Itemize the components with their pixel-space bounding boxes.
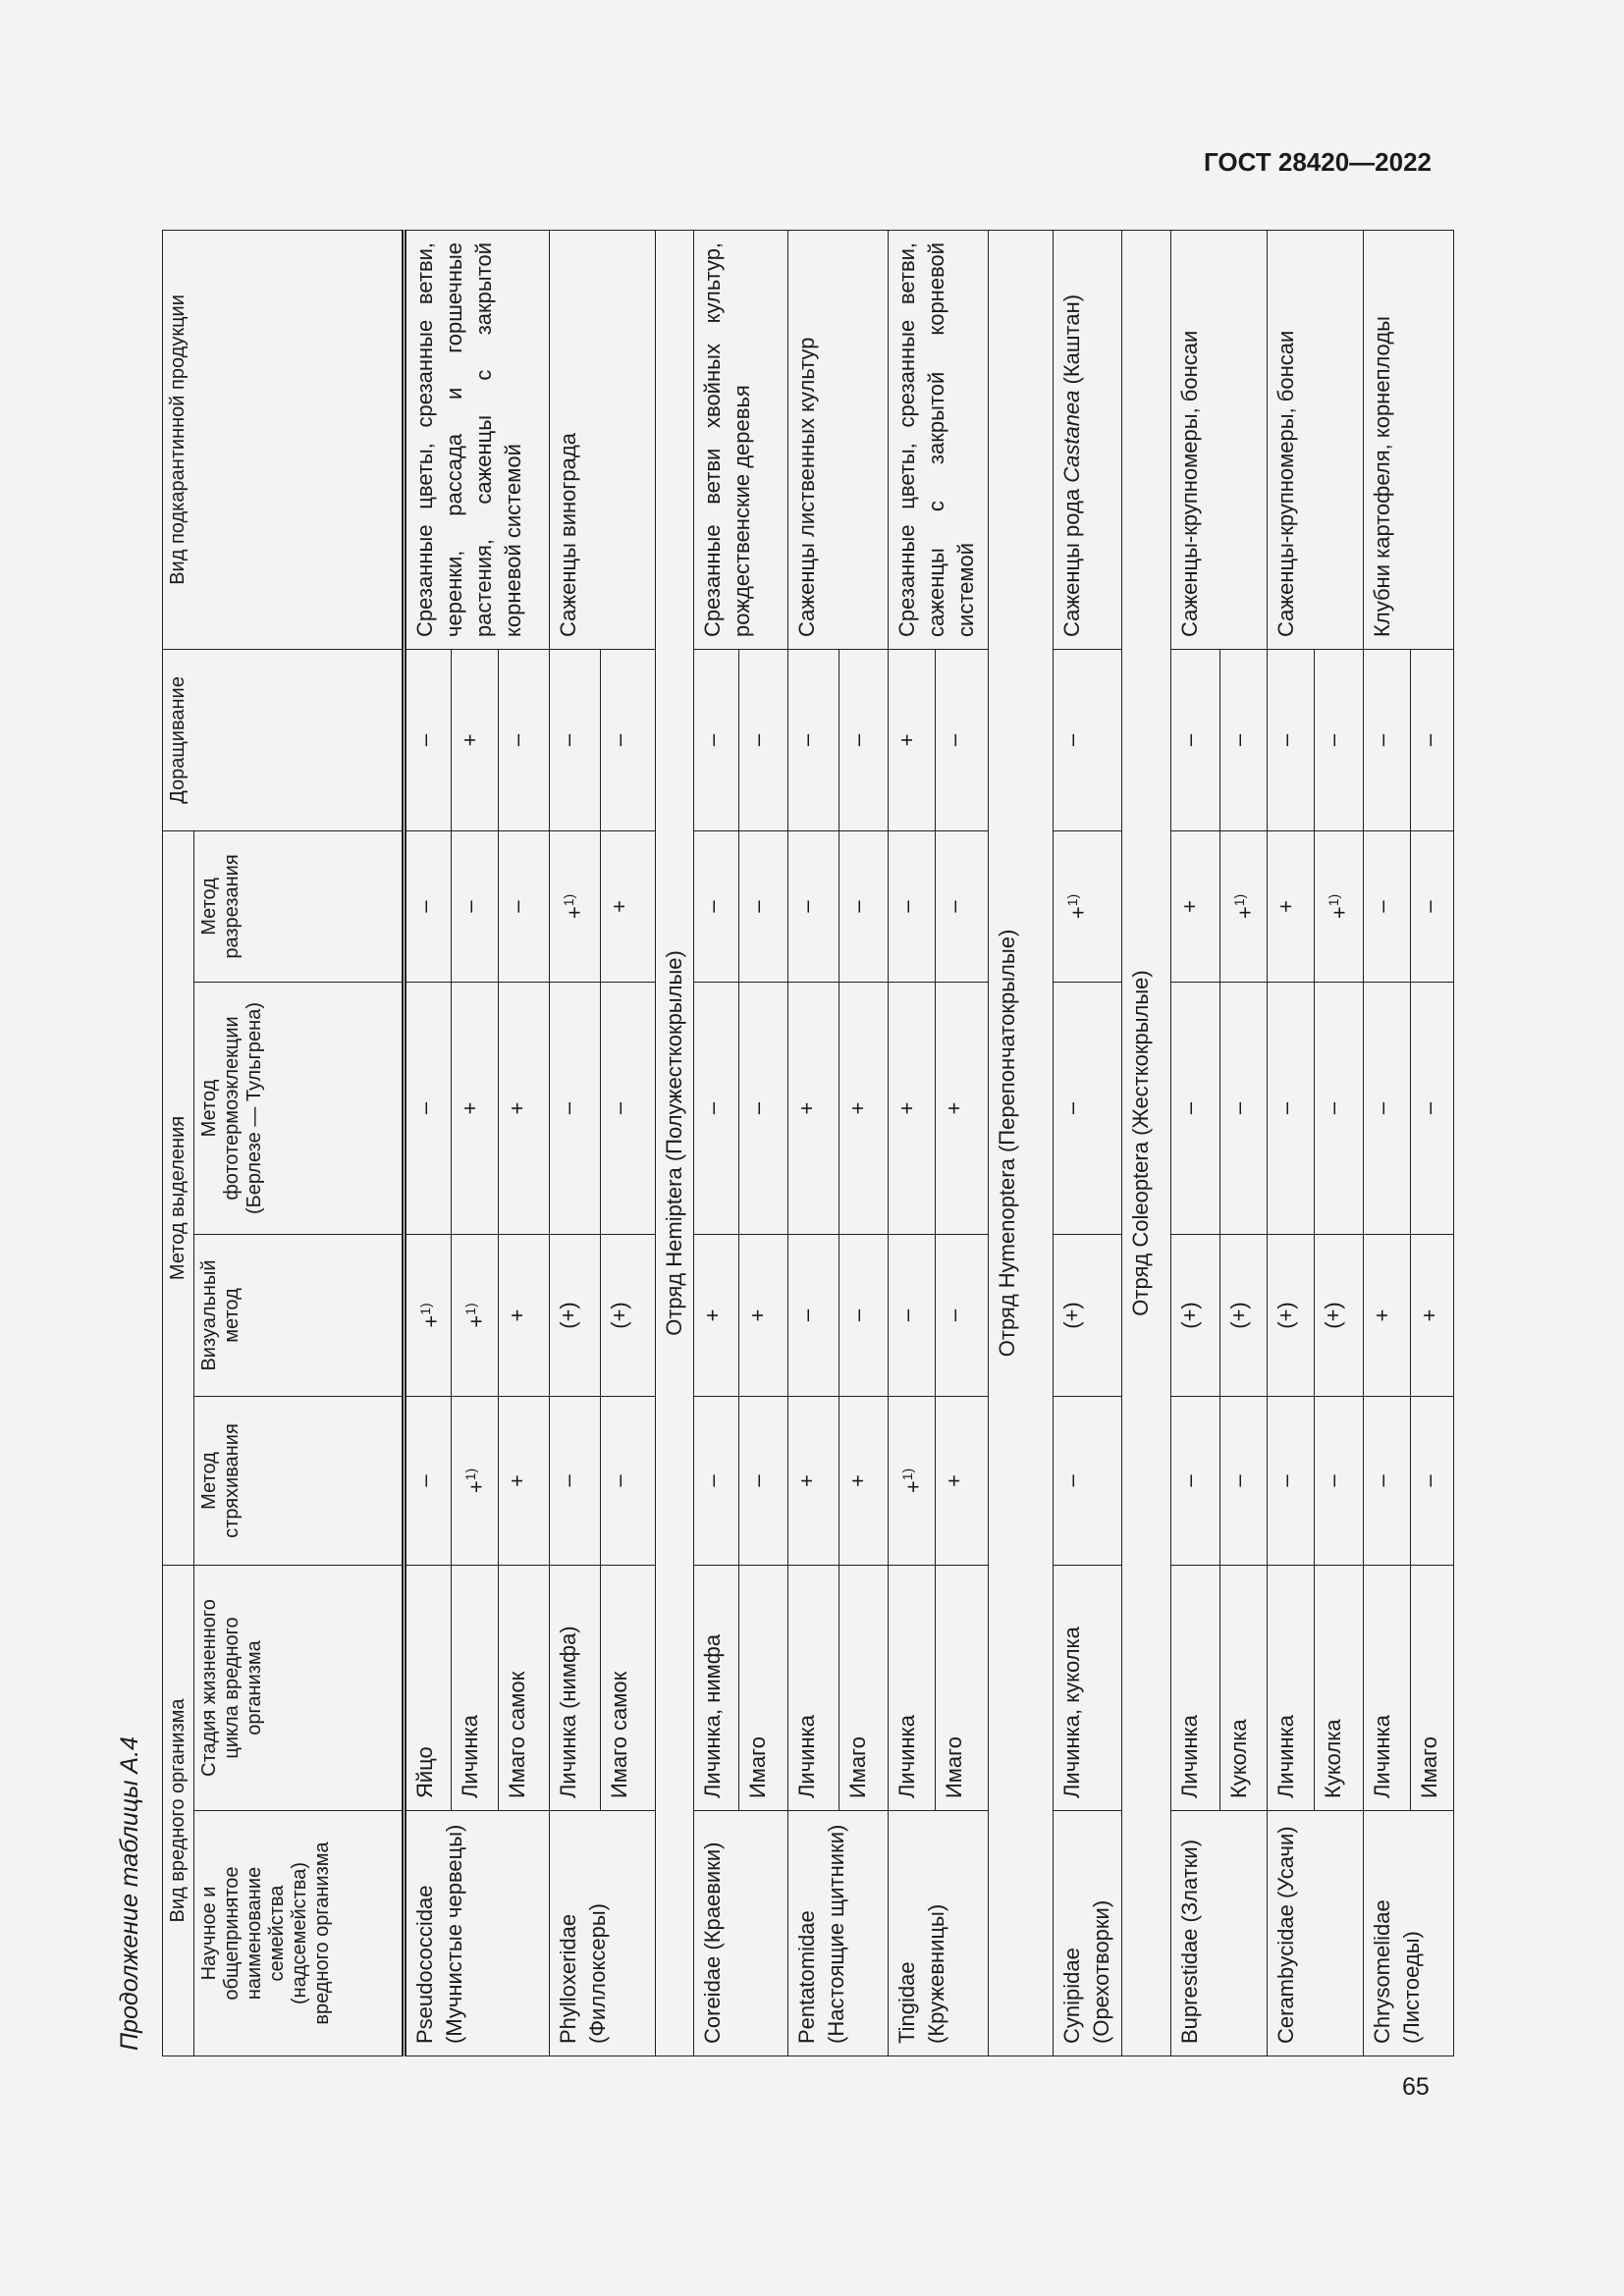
order-row [656, 230, 694, 2056]
stage-cell: Имаго [739, 1566, 788, 1811]
cut-cell: – [1364, 830, 1411, 982]
shake-cell: – [405, 1397, 452, 1566]
cut-cell: – [788, 830, 839, 982]
shake-cell: – [601, 1397, 656, 1566]
photo-cell: – [601, 983, 656, 1235]
rotated-content [113, 230, 1454, 2056]
cut-cell: – [694, 830, 739, 982]
table-row [550, 230, 601, 2056]
table-row [405, 230, 452, 2056]
growth-cell: – [1171, 649, 1220, 830]
visual-cell: – [936, 1235, 989, 1397]
product-cell: Саженцы-крупномеры, бонсаи [1171, 230, 1268, 649]
order-heading: Отряд Hymenoptera (Перепончатокрылые) [989, 230, 1054, 2056]
pest-name-cell: Coreidae (Краевики) [694, 1811, 788, 2056]
shake-cell: – [1315, 1397, 1364, 1566]
stage-cell: Личинка [1171, 1566, 1220, 1811]
pest-name-cell: Cynipidae (Орехотворки) [1054, 1811, 1122, 2056]
header-method-group: Метод выделения [163, 830, 194, 1565]
footnote-ref: 1) [561, 893, 576, 907]
product-cell: Срезанные цветы, срезанные ветви, черенки, рассада и горшечные растения, саженцы с закрытой корневой системой [405, 230, 550, 649]
header-product: Вид подкарантинной продукции [163, 230, 405, 649]
photo-cell: – [1171, 983, 1220, 1235]
table-row [1364, 230, 1411, 2056]
shake-cell: + [499, 1397, 550, 1566]
table-row [788, 230, 839, 2056]
header-cut: Метод разрезания [194, 830, 405, 982]
growth-cell: – [601, 649, 656, 830]
header-growth: Доращивание [163, 649, 405, 830]
shake-cell: – [1171, 1397, 1220, 1566]
photo-cell: – [1364, 983, 1411, 1235]
stage-cell: Имаго [1411, 1566, 1454, 1811]
order-row [1122, 230, 1171, 2056]
stage-cell: Личинка, нимфа [694, 1566, 739, 1811]
growth-cell: – [405, 649, 452, 830]
header-visual: Визуальный метод [194, 1235, 405, 1397]
stage-cell: Куколка [1315, 1566, 1364, 1811]
pest-name-cell: Chrysomelidae (Листоеды) [1364, 1811, 1454, 2056]
product-cell [1054, 230, 1122, 649]
visual-cell: (+) [550, 1235, 601, 1397]
photo-cell: – [1411, 983, 1454, 1235]
growth-cell: – [550, 649, 601, 830]
visual-cell: (+) [1220, 1235, 1268, 1397]
photo-cell: – [1054, 983, 1122, 1235]
page-number: 65 [1402, 2073, 1430, 2101]
product-text: (Каштан) [1059, 294, 1084, 391]
growth-cell: + [452, 649, 499, 830]
cut-cell: +$^{1)}$ [550, 830, 601, 982]
visual-cell: – [788, 1235, 839, 1397]
shake-cell: – [1411, 1397, 1454, 1566]
photo-cell: + [452, 983, 499, 1235]
visual-cell: + [1364, 1235, 1411, 1397]
stage-cell: Имаго самок [499, 1566, 550, 1811]
shake-cell: – [1364, 1397, 1411, 1566]
cut-cell: +$^{1)}$ [1315, 830, 1364, 982]
shake-cell: + [788, 1397, 839, 1566]
cut-cell: – [1411, 830, 1454, 982]
photo-cell: + [889, 983, 936, 1235]
growth-cell: – [739, 649, 788, 830]
header-scientific-name: Научное и общепринятое наименование семейства (надсемейства) вредного организма [194, 1811, 405, 2056]
stage-cell: Личинка [1268, 1566, 1315, 1811]
photo-cell: – [1315, 983, 1364, 1235]
header-photo: Метод фототермоэклекции (Берлезе — Тульгрена) [194, 983, 405, 1235]
footnote-ref: 1) [1231, 893, 1247, 907]
stage-cell: Куколка [1220, 1566, 1268, 1811]
stage-cell: Личинка [1364, 1566, 1411, 1811]
photo-cell: – [1268, 983, 1315, 1235]
visual-cell: + [499, 1235, 550, 1397]
table-body [163, 230, 1454, 2056]
table-row [694, 230, 739, 2056]
footnote-ref: 1) [462, 1303, 478, 1315]
shake-cell: – [1054, 1397, 1122, 1566]
stage-cell: Личинка (нимфа) [550, 1566, 601, 1811]
stage-cell: Личинка, куколка [1054, 1566, 1122, 1811]
footnote-ref: 1) [1064, 893, 1080, 907]
stage-cell: Имаго [839, 1566, 889, 1811]
cut-cell: +$^{1)}$ [1054, 830, 1122, 982]
shake-cell: – [550, 1397, 601, 1566]
photo-cell: + [499, 983, 550, 1235]
visual-cell: – [839, 1235, 889, 1397]
table-row [889, 230, 936, 2056]
shake-cell: +$^{1)}$ [452, 1397, 499, 1566]
photo-cell: + [936, 983, 989, 1235]
product-cell: Саженцы-крупномеры, бонсаи [1268, 230, 1364, 649]
header-shake: Метод стряхивания [194, 1397, 405, 1566]
shake-cell: + [936, 1397, 989, 1566]
growth-cell: – [1364, 649, 1411, 830]
visual-cell: + [1411, 1235, 1454, 1397]
product-cell: Срезанные цветы, срезанные ветви, саженцы с закрытой корневой системой [889, 230, 989, 649]
footnote-ref: 1) [1326, 893, 1341, 907]
shake-cell: + [839, 1397, 889, 1566]
growth-cell: – [1220, 649, 1268, 830]
visual-cell: +$^{1)}$ [405, 1235, 452, 1397]
cut-cell: – [739, 830, 788, 982]
pest-detection-table [162, 230, 1454, 2056]
standard-number: ГОСТ 28420—2022 [1204, 147, 1432, 177]
cut-cell: – [405, 830, 452, 982]
photo-cell: – [739, 983, 788, 1235]
pest-name-cell: Phylloxeridae (Филлоксеры) [550, 1811, 656, 2056]
stage-cell: Личинка [452, 1566, 499, 1811]
cut-cell: – [889, 830, 936, 982]
table-row [1054, 230, 1122, 2056]
cut-cell: – [839, 830, 889, 982]
growth-cell: – [694, 649, 739, 830]
shake-cell: – [694, 1397, 739, 1566]
stage-cell: Яйцо [405, 1566, 452, 1811]
growth-cell: + [889, 649, 936, 830]
visual-cell: (+) [601, 1235, 656, 1397]
growth-cell: – [839, 649, 889, 830]
shake-cell: – [739, 1397, 788, 1566]
photo-cell: – [694, 983, 739, 1235]
table-caption: Продолжение таблицы А.4 [116, 1736, 143, 2051]
growth-cell: – [1054, 649, 1122, 830]
footnote-ref: 1) [899, 1468, 915, 1481]
growth-cell: – [788, 649, 839, 830]
order-heading: Отряд Coleoptera (Жесткокрылые) [1122, 230, 1171, 2056]
footnote-ref: 1) [462, 1468, 478, 1481]
product-text: Саженцы рода [1059, 482, 1084, 637]
product-cell: Клубни картофеля, корнеплоды [1364, 230, 1454, 649]
cut-cell: + [1171, 830, 1220, 982]
photo-cell: – [405, 983, 452, 1235]
visual-cell: (+) [1171, 1235, 1220, 1397]
growth-cell: – [936, 649, 989, 830]
growth-cell: – [1268, 649, 1315, 830]
cut-cell: – [452, 830, 499, 982]
product-cell: Саженцы винограда [550, 230, 656, 649]
photo-cell: + [839, 983, 889, 1235]
pest-name-cell: Pseudococcidae (Мучнистые червецы) [405, 1811, 550, 2056]
cut-cell: – [936, 830, 989, 982]
order-heading: Отряд Hemiptera (Полужесткокрылые) [656, 230, 694, 2056]
pest-name-cell: Cerambycidae (Усачи) [1268, 1811, 1364, 2056]
visual-cell: (+) [1268, 1235, 1315, 1397]
cut-cell: – [499, 830, 550, 982]
product-cell: Саженцы лиственных культур [788, 230, 889, 649]
stage-cell: Личинка [788, 1566, 839, 1811]
header-row-1 [163, 230, 194, 2056]
shake-cell: +$^{1)}$ [889, 1397, 936, 1566]
shake-cell: – [1268, 1397, 1315, 1566]
table-row [1268, 230, 1315, 2056]
photo-cell: – [1220, 983, 1268, 1235]
shake-cell: – [1220, 1397, 1268, 1566]
growth-cell: – [499, 649, 550, 830]
visual-cell: +$^{1)}$ [452, 1235, 499, 1397]
product-text: Castanea [1059, 390, 1084, 483]
cut-cell: + [1268, 830, 1315, 982]
growth-cell: – [1411, 649, 1454, 830]
pest-name-cell: Pentatomidae (Настоящие щитники) [788, 1811, 889, 2056]
pest-name-cell: Buprestidae (Златки) [1171, 1811, 1268, 2056]
footnote-ref: 1) [417, 1303, 433, 1315]
cut-cell: + [601, 830, 656, 982]
header-stage: Стадия жизненного цикла вредного организма [194, 1566, 405, 1811]
visual-cell: – [889, 1235, 936, 1397]
cut-cell: +$^{1)}$ [1220, 830, 1268, 982]
visual-cell: (+) [1054, 1235, 1122, 1397]
visual-cell: + [694, 1235, 739, 1397]
visual-cell: (+) [1315, 1235, 1364, 1397]
pest-name-cell: Tingidae (Кружевницы) [889, 1811, 989, 2056]
photo-cell: + [788, 983, 839, 1235]
visual-cell: + [739, 1235, 788, 1397]
stage-cell: Личинка [889, 1566, 936, 1811]
stage-cell: Имаго [936, 1566, 989, 1811]
header-pest-group: Вид вредного организма [163, 1566, 194, 2056]
photo-cell: – [550, 983, 601, 1235]
product-cell: Срезанные ветви хвойных культур, рождественские деревья [694, 230, 788, 649]
table-row [1171, 230, 1220, 2056]
growth-cell: – [1315, 649, 1364, 830]
order-row [989, 230, 1054, 2056]
stage-cell: Имаго самок [601, 1566, 656, 1811]
